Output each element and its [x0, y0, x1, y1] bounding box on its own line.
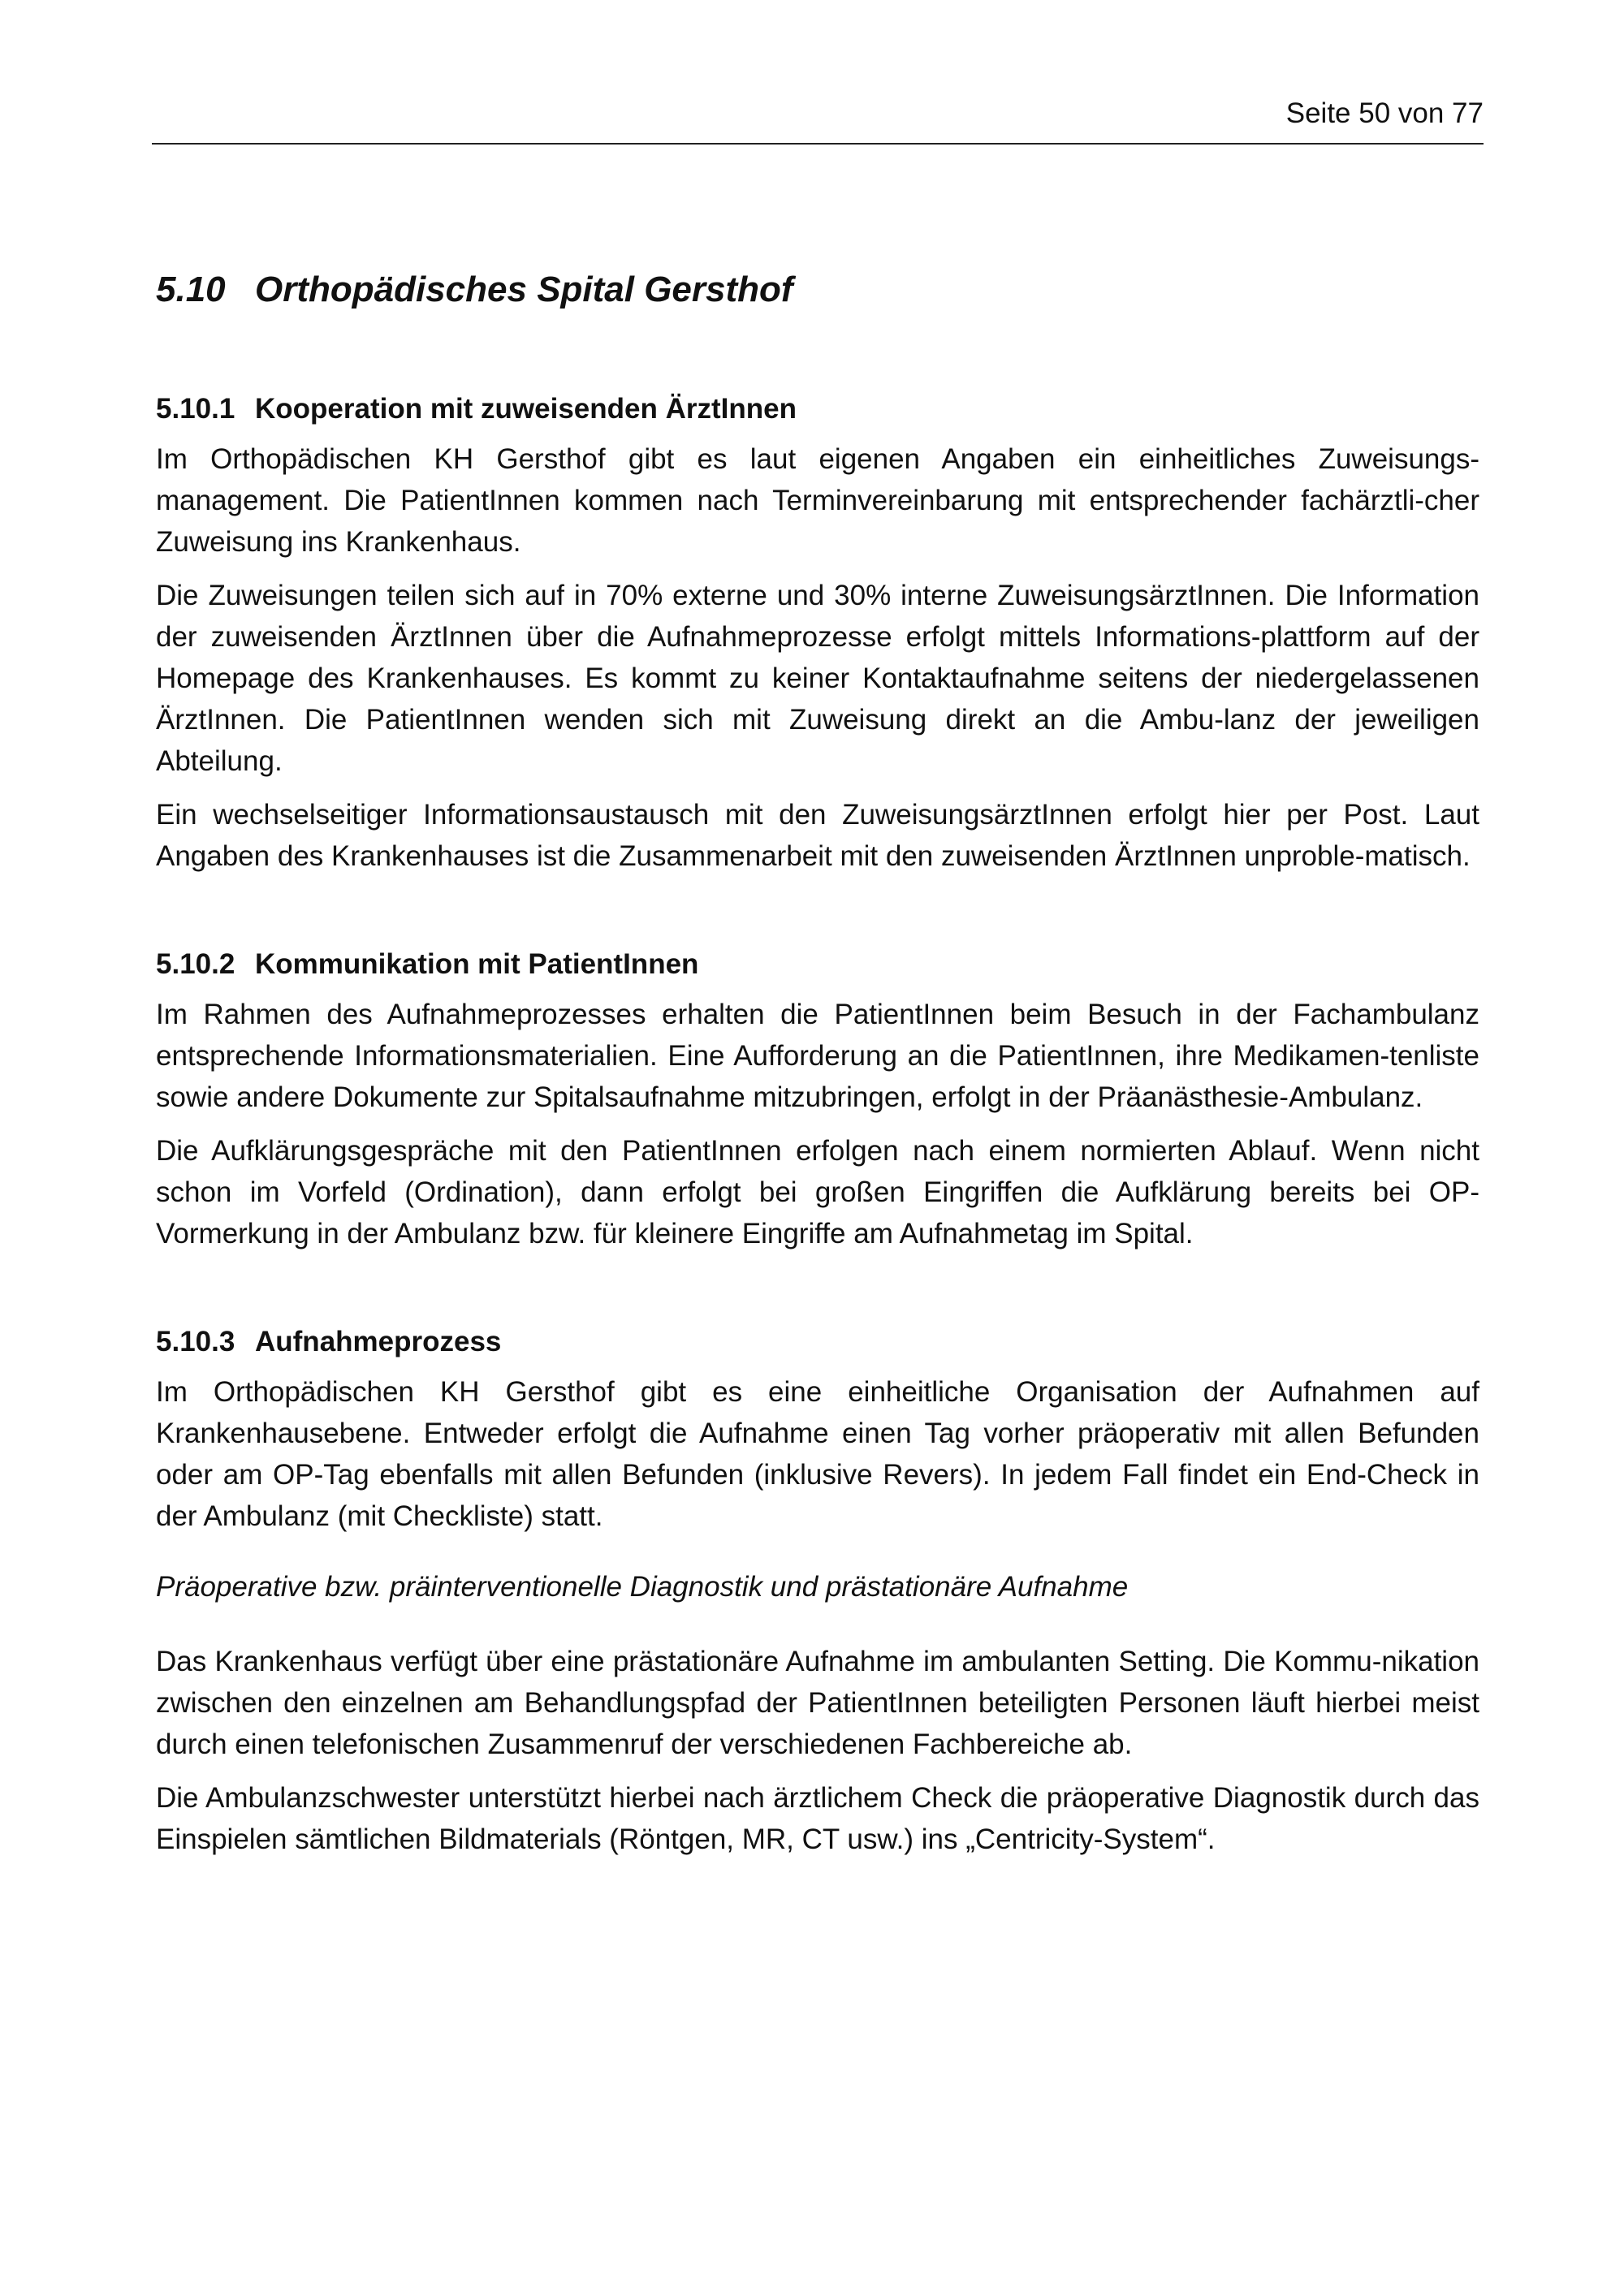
subsection-title-text: Kommunikation mit PatientInnen: [255, 948, 699, 980]
section-title-text: Orthopädisches Spital Gersthof: [255, 270, 793, 309]
paragraph: Das Krankenhaus verfügt über eine prästationäre Aufnahme im ambulanten Setting. Die Kommu-nikation zwischen den einzelnen am Behandlungspfad der PatientInnen beteiligten Personen läuft hierbei meist durch einen telefonischen Zusammenruf der verschiedenen Fachbereiche ab.: [156, 1646, 1479, 1760]
subsection-title-kooperation: [156, 391, 1479, 427]
subsection-number: 5.10.3: [156, 1326, 235, 1357]
subsection-number: 5.10.1: [156, 393, 235, 425]
section-title: [156, 268, 1479, 312]
section-number: 5.10: [156, 270, 226, 309]
subsection-title-text: Aufnahmeprozess: [255, 1326, 502, 1357]
italic-subheading: Präoperative bzw. präinterventionelle Diagnostik und prästationäre Aufnahme: [156, 1571, 1129, 1603]
paragraph: Im Orthopädischen KH Gersthof gibt es laut eigenen Angaben ein einheitliches Zuweisungs-management. Die PatientInnen kommen nach Terminvereinbarung mit entsprechender fachärztli-cher Zuweisung ins Krankenhaus.: [156, 443, 1479, 558]
paragraph: Die Ambulanzschwester unterstützt hierbei nach ärztlichem Check die präoperative Diagnostik durch das Einspielen sämtlichen Bildmaterials (Röntgen, MR, CT usw.) ins „Centricity-System“.: [156, 1782, 1479, 1855]
paragraph: Die Zuweisungen teilen sich auf in 70% externe und 30% interne ZuweisungsärztInnen. Die Information der zuweisenden ÄrztInnen über die Aufnahmeprozesse erfolgt mittels Informations-plattform auf der Homepage des Krankenhauses. Es kommt zu keiner Kontaktaufnahme seitens der niedergelassenen ÄrztInnen. Die PatientInnen wenden sich mit Zuweisung direkt an die Ambu-lanz der jeweiligen Abteilung.: [156, 580, 1479, 777]
paragraph: Im Orthopädischen KH Gersthof gibt es eine einheitliche Organisation der Aufnahmen auf Krankenhausebene. Entweder erfolgt die Aufnahme einen Tag vorher präoperativ mit allen Befunden oder am OP-Tag ebenfalls mit allen Befunden (inklusive Revers). In jedem Fall findet ein End-Check in der Ambulanz (mit Checkliste) statt.: [156, 1376, 1479, 1532]
page-header: [152, 96, 1484, 145]
page-number: Seite 50 von 77: [1285, 97, 1484, 129]
document-body: [156, 268, 1479, 1872]
paragraph: Die Aufklärungsgespräche mit den PatientInnen erfolgen nach einem normierten Ablauf. Wenn nicht schon im Vorfeld (Ordination), dann erfolgt bei großen Eingriffen die Aufklärung bereits bei OP-Vormerkung in der Ambulanz bzw. für kleinere Eingriffe am Aufnahmetag im Spital.: [156, 1135, 1479, 1249]
paragraph: Ein wechselseitiger Informationsaustausch mit den ZuweisungsärztInnen erfolgt hier per Post. Laut Angaben des Krankenhauses ist die Zusammenarbeit mit den zuweisenden ÄrztInnen unproble-matisch.: [156, 799, 1479, 872]
subsection-title-kommunikation: [156, 947, 1479, 982]
subsection-number: 5.10.2: [156, 948, 235, 980]
subsection-title-aufnahmeprozess: [156, 1324, 1479, 1360]
subsection-title-text: Kooperation mit zuweisenden ÄrztInnen: [255, 393, 797, 425]
paragraph: Im Rahmen des Aufnahmeprozesses erhalten die PatientInnen beim Besuch in der Fachambulanz entsprechende Informationsmaterialien. Eine Aufforderung an die PatientInnen, ihre Medikamen-tenliste sowie andere Dokumente zur Spitalsaufnahme mitzubringen, erfolgt in der Präanästhesie-Ambulanz.: [156, 999, 1479, 1113]
